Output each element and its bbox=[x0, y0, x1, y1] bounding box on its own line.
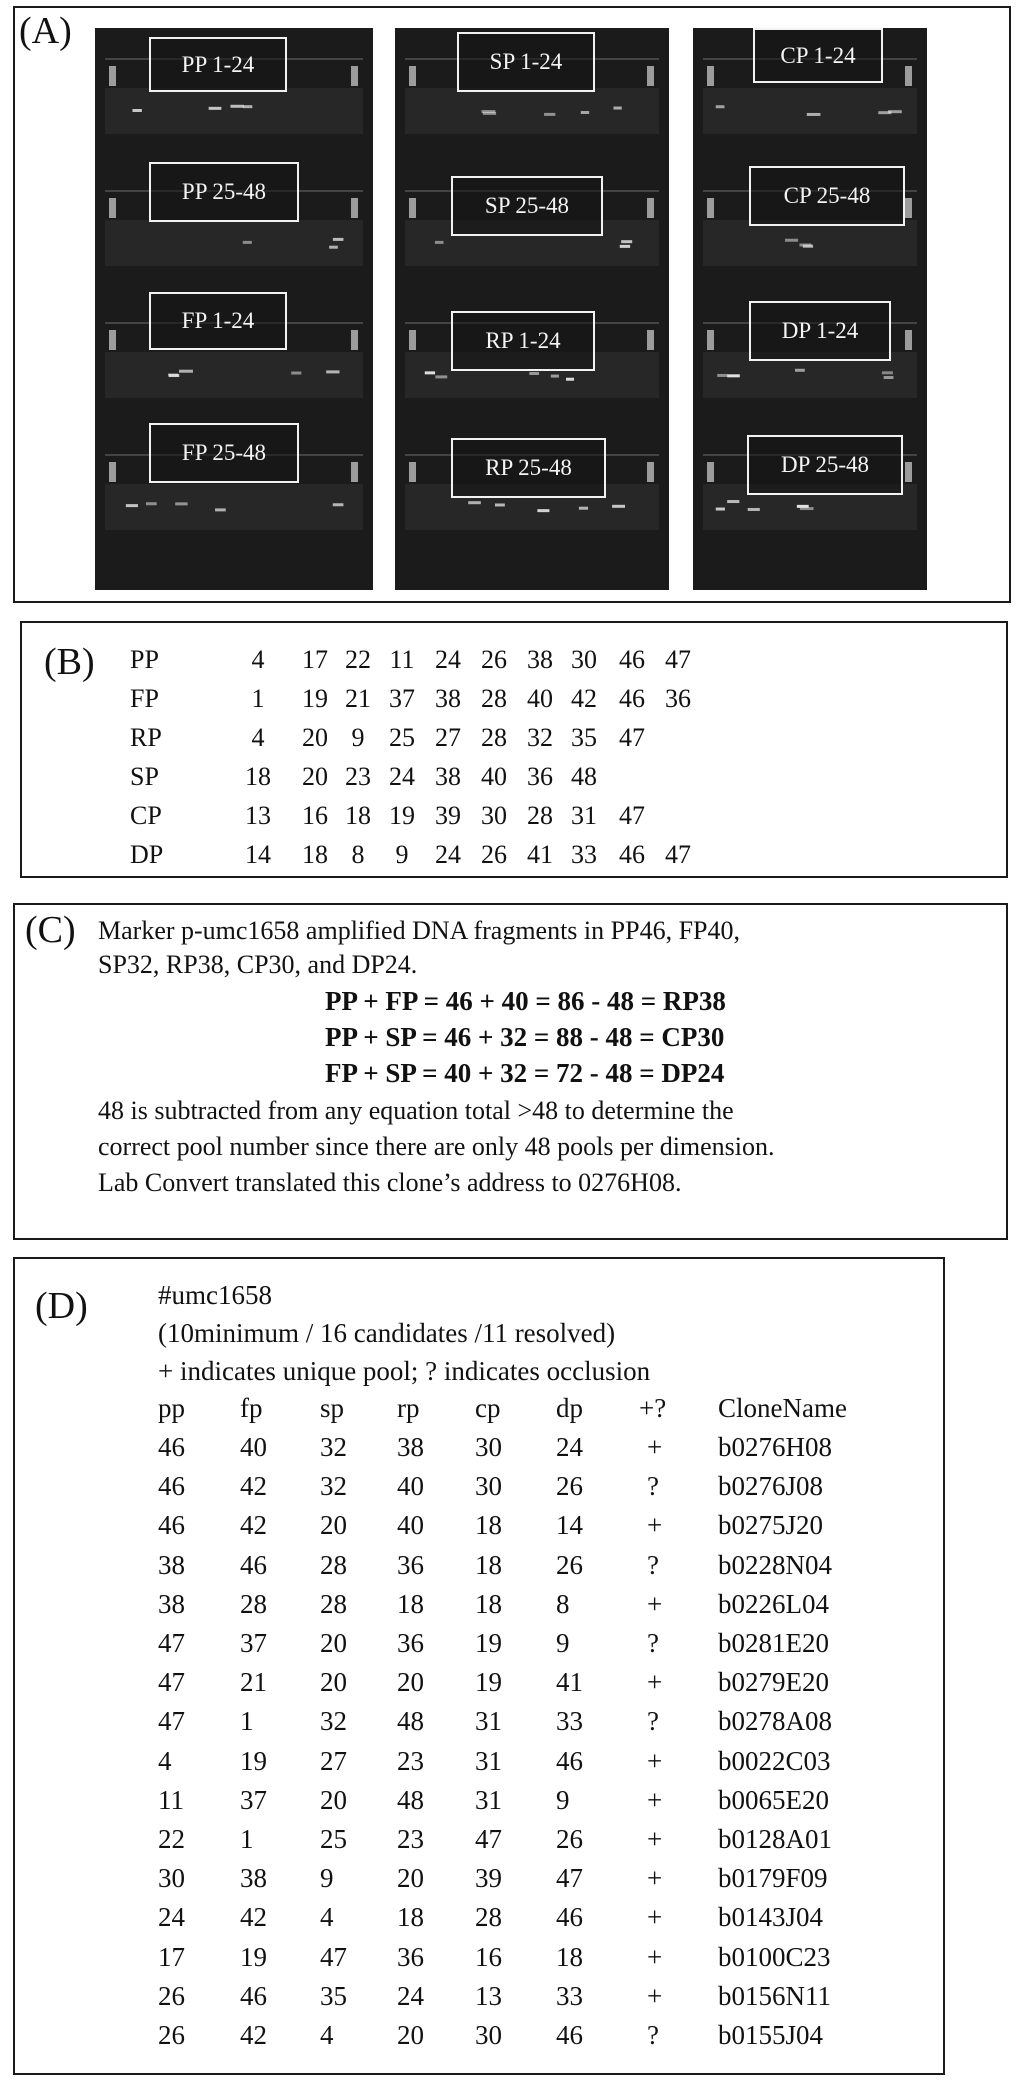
table-cell: + bbox=[647, 1667, 663, 1698]
table-cell: 42 bbox=[240, 1510, 267, 1541]
table-cell: ? bbox=[647, 1706, 659, 1737]
table-cell: 20 bbox=[397, 1667, 424, 1698]
table-cell: 46 bbox=[158, 1432, 185, 1462]
gel-label: FP 1-24 bbox=[149, 292, 287, 350]
pool-value: 32 bbox=[527, 723, 553, 752]
pool-value: 26 bbox=[481, 840, 507, 869]
pool-value: 4 bbox=[251, 645, 265, 674]
gel-label: SP 1-24 bbox=[457, 32, 595, 92]
pool-value: 13 bbox=[245, 801, 271, 830]
note-text: Lab Convert translated this clone’s address to 0276H08. bbox=[98, 1168, 682, 1197]
table-cell: 33 bbox=[556, 1980, 583, 2011]
table-cell: b0155J04 bbox=[718, 2020, 824, 2050]
table-row bbox=[15, 1663, 945, 1702]
gel-image-3 bbox=[693, 28, 927, 590]
table-cell: 30 bbox=[475, 2020, 502, 2050]
table-cell: 20 bbox=[397, 1863, 424, 1894]
pool-value: 19 bbox=[389, 801, 415, 830]
table-cell: 28 bbox=[320, 1588, 347, 1619]
table-cell: ? bbox=[647, 1549, 659, 1580]
table-cell: 26 bbox=[158, 2020, 185, 2050]
panel-b-label: (B) bbox=[44, 641, 95, 683]
table-cell: b0065E20 bbox=[718, 1784, 829, 1815]
table-cell: 4 bbox=[158, 1745, 172, 1776]
pool-value: 26 bbox=[481, 645, 507, 674]
pool-value: 18 bbox=[302, 840, 328, 869]
pool-value: 37 bbox=[389, 684, 415, 713]
table-cell: 41 bbox=[556, 1667, 583, 1698]
table-row bbox=[15, 2016, 945, 2055]
table-cell: + bbox=[647, 1432, 663, 1462]
column-header: rp bbox=[397, 1393, 420, 1423]
table-cell: 24 bbox=[556, 1432, 583, 1462]
column-header: sp bbox=[320, 1393, 345, 1423]
table-cell: 36 bbox=[397, 1941, 424, 1972]
gel-label: PP 1-24 bbox=[149, 37, 287, 92]
table-cell: 48 bbox=[397, 1784, 424, 1815]
table-cell: b0100C23 bbox=[718, 1941, 831, 1972]
panel-a-gel-images bbox=[13, 6, 1011, 603]
table-cell: 46 bbox=[556, 1745, 583, 1776]
table-cell: 30 bbox=[475, 1432, 502, 1462]
table-cell: + bbox=[647, 1745, 663, 1776]
table-cell: b0279E20 bbox=[718, 1667, 829, 1698]
summary-text: (10minimum / 16 candidates /11 resolved) bbox=[158, 1318, 616, 1348]
panel-d-clone-table bbox=[13, 1257, 945, 2075]
table-cell: 13 bbox=[475, 1980, 502, 2011]
pool-value: 24 bbox=[435, 645, 461, 674]
intro-text: SP32, RP38, CP30, and DP24. bbox=[98, 950, 418, 979]
table-cell: 9 bbox=[320, 1863, 334, 1894]
table-cell: 42 bbox=[240, 2020, 267, 2050]
table-cell: 18 bbox=[475, 1510, 502, 1541]
pool-value: 38 bbox=[527, 645, 553, 674]
table-cell: + bbox=[647, 1784, 663, 1815]
table-cell: 31 bbox=[475, 1706, 502, 1737]
pool-value: 30 bbox=[571, 645, 597, 674]
table-cell: 47 bbox=[158, 1706, 185, 1737]
table-cell: 46 bbox=[556, 2020, 583, 2050]
table-cell: b0275J20 bbox=[718, 1510, 824, 1541]
table-cell: b0022C03 bbox=[718, 1745, 831, 1776]
table-cell: 46 bbox=[158, 1510, 185, 1541]
table-cell: 42 bbox=[240, 1471, 267, 1502]
pool-value: 40 bbox=[481, 762, 507, 791]
pool-value: 22 bbox=[345, 645, 371, 674]
table-cell: 18 bbox=[556, 1941, 583, 1972]
table-cell: 40 bbox=[397, 1510, 424, 1541]
gel-image-1 bbox=[95, 28, 373, 590]
table-row bbox=[15, 1820, 945, 1859]
table-cell: 19 bbox=[240, 1941, 267, 1972]
gel-label: CP 1-24 bbox=[753, 28, 883, 83]
table-cell: b0228N04 bbox=[718, 1549, 832, 1580]
marker-name: #umc1658 bbox=[158, 1280, 272, 1310]
pool-value: 38 bbox=[435, 762, 461, 791]
pool-value: 27 bbox=[435, 723, 461, 752]
pool-value: 36 bbox=[665, 684, 691, 713]
panel-b-positive-pools bbox=[20, 621, 1008, 878]
table-cell: 32 bbox=[320, 1432, 347, 1462]
table-cell: 30 bbox=[158, 1863, 185, 1894]
table-cell: 18 bbox=[475, 1588, 502, 1619]
column-header: dp bbox=[556, 1393, 583, 1423]
table-cell: 4 bbox=[320, 1902, 334, 1933]
table-cell: 9 bbox=[556, 1628, 570, 1658]
gel-label: CP 25-48 bbox=[749, 166, 905, 226]
table-cell: b0143J04 bbox=[718, 1902, 824, 1933]
table-cell: 11 bbox=[158, 1784, 184, 1815]
pool-name: RP bbox=[130, 723, 162, 752]
pool-value: 35 bbox=[571, 723, 597, 752]
gel-label: FP 25-48 bbox=[149, 423, 299, 483]
table-cell: b0276H08 bbox=[718, 1432, 832, 1462]
column-header: +? bbox=[639, 1393, 667, 1423]
pool-value: 4 bbox=[251, 723, 265, 752]
table-cell: 40 bbox=[397, 1471, 424, 1502]
table-cell: 39 bbox=[475, 1863, 502, 1894]
pool-value: 33 bbox=[571, 840, 597, 869]
table-cell: 47 bbox=[320, 1941, 347, 1972]
column-header: cp bbox=[475, 1393, 501, 1423]
table-cell: 46 bbox=[240, 1549, 267, 1580]
gel-label: DP 25-48 bbox=[747, 435, 903, 495]
table-cell: 20 bbox=[320, 1510, 347, 1541]
pool-value: 38 bbox=[435, 684, 461, 713]
pool-value: 28 bbox=[481, 684, 507, 713]
table-cell: 46 bbox=[240, 1980, 267, 2011]
pool-name: DP bbox=[130, 840, 164, 869]
table-cell: 21 bbox=[240, 1667, 267, 1698]
table-cell: 19 bbox=[475, 1667, 502, 1698]
column-header: fp bbox=[240, 1393, 263, 1423]
column-header: CloneName bbox=[718, 1393, 847, 1423]
panel-c-label: (C) bbox=[25, 909, 76, 951]
pool-value: 20 bbox=[302, 723, 328, 752]
table-cell: 25 bbox=[320, 1824, 347, 1854]
pool-value: 24 bbox=[389, 762, 415, 791]
pool-name: PP bbox=[130, 645, 159, 674]
table-cell: 18 bbox=[397, 1902, 424, 1933]
pool-value: 46 bbox=[619, 840, 645, 869]
gel-label: RP 25-48 bbox=[451, 438, 606, 498]
table-cell: 18 bbox=[475, 1549, 502, 1580]
table-row bbox=[15, 1781, 945, 1820]
table-cell: 26 bbox=[158, 1980, 185, 2011]
table-cell: 18 bbox=[397, 1588, 424, 1619]
table-cell: 20 bbox=[397, 2020, 424, 2050]
table-row bbox=[15, 1898, 945, 1937]
pool-value: 9 bbox=[395, 840, 409, 869]
legend-text: + indicates unique pool; ? indicates occlusion bbox=[158, 1356, 651, 1386]
table-row bbox=[15, 1546, 945, 1585]
pool-value: 8 bbox=[351, 840, 365, 869]
pool-value: 40 bbox=[527, 684, 553, 713]
panel-d-label: (D) bbox=[35, 1285, 88, 1327]
pool-value: 25 bbox=[389, 723, 415, 752]
pool-value: 46 bbox=[619, 684, 645, 713]
table-cell: 24 bbox=[158, 1902, 185, 1933]
table-cell: 32 bbox=[320, 1706, 347, 1737]
table-cell: 9 bbox=[556, 1784, 570, 1815]
pool-value: 19 bbox=[302, 684, 328, 713]
table-cell: + bbox=[647, 1941, 663, 1972]
equation: PP + SP = 46 + 32 = 88 - 48 = CP30 bbox=[325, 1022, 725, 1052]
table-row bbox=[15, 1428, 945, 1467]
table-cell: b0179F09 bbox=[718, 1863, 828, 1894]
panel-a-label: (A) bbox=[19, 10, 72, 52]
table-cell: 4 bbox=[320, 2020, 334, 2050]
table-cell: 26 bbox=[556, 1824, 583, 1854]
table-cell: 23 bbox=[397, 1745, 424, 1776]
table-cell: 37 bbox=[240, 1784, 267, 1815]
pool-value: 28 bbox=[481, 723, 507, 752]
table-cell: 40 bbox=[240, 1432, 267, 1462]
table-cell: 20 bbox=[320, 1667, 347, 1698]
pool-value: 30 bbox=[481, 801, 507, 830]
table-cell: 26 bbox=[556, 1549, 583, 1580]
table-cell: 16 bbox=[475, 1941, 502, 1972]
intro-text: Marker p-umc1658 amplified DNA fragments in PP46, FP40, bbox=[98, 916, 740, 945]
table-cell: 48 bbox=[397, 1706, 424, 1737]
table-cell: ? bbox=[647, 1628, 659, 1658]
table-cell: 46 bbox=[158, 1471, 185, 1502]
table-cell: 20 bbox=[320, 1784, 347, 1815]
table-cell: 20 bbox=[320, 1628, 347, 1658]
table-cell: 22 bbox=[158, 1824, 185, 1854]
table-cell: 36 bbox=[397, 1628, 424, 1658]
table-cell: 38 bbox=[158, 1588, 185, 1619]
table-cell: 38 bbox=[158, 1549, 185, 1580]
table-cell: 8 bbox=[556, 1588, 570, 1619]
table-cell: + bbox=[647, 1902, 663, 1933]
table-cell: 47 bbox=[158, 1628, 185, 1658]
table-cell: 36 bbox=[397, 1549, 424, 1580]
table-cell: + bbox=[647, 1863, 663, 1894]
table-cell: 37 bbox=[240, 1628, 267, 1658]
table-cell: 30 bbox=[475, 1471, 502, 1502]
table-cell: 27 bbox=[320, 1745, 347, 1776]
table-cell: 23 bbox=[397, 1824, 424, 1854]
pool-value: 18 bbox=[245, 762, 271, 791]
table-header bbox=[15, 1389, 945, 1428]
table-cell: + bbox=[647, 1824, 663, 1854]
table-row bbox=[15, 1938, 945, 1977]
table-cell: 31 bbox=[475, 1745, 502, 1776]
pool-value: 41 bbox=[527, 840, 553, 869]
gel-bands-2 bbox=[395, 28, 669, 590]
pool-value: 48 bbox=[571, 762, 597, 791]
note-text: 48 is subtracted from any equation total >48 to determine the bbox=[98, 1096, 734, 1125]
pool-value: 47 bbox=[665, 840, 691, 869]
table-cell: 28 bbox=[240, 1588, 267, 1619]
table-row bbox=[15, 1859, 945, 1898]
pool-value: 14 bbox=[245, 840, 271, 869]
pool-name: SP bbox=[130, 762, 159, 791]
pool-value: 21 bbox=[345, 684, 371, 713]
pool-value: 47 bbox=[619, 723, 645, 752]
table-cell: b0128A01 bbox=[718, 1824, 832, 1854]
table-cell: 19 bbox=[240, 1745, 267, 1776]
table-cell: 38 bbox=[397, 1432, 424, 1462]
pool-value: 42 bbox=[571, 684, 597, 713]
table-cell: + bbox=[647, 1980, 663, 2011]
table-cell: 28 bbox=[320, 1549, 347, 1580]
equation: FP + SP = 40 + 32 = 72 - 48 = DP24 bbox=[325, 1058, 725, 1088]
pool-name: FP bbox=[130, 684, 159, 713]
table-cell: b0278A08 bbox=[718, 1706, 832, 1737]
table-cell: b0226L04 bbox=[718, 1588, 829, 1619]
table-row bbox=[15, 1506, 945, 1545]
table-cell: 46 bbox=[556, 1902, 583, 1933]
gel-image-2 bbox=[395, 28, 669, 590]
pool-value: 36 bbox=[527, 762, 553, 791]
pool-value: 24 bbox=[435, 840, 461, 869]
table-cell: 19 bbox=[475, 1628, 502, 1658]
table-cell: 35 bbox=[320, 1980, 347, 2011]
pool-value: 39 bbox=[435, 801, 461, 830]
column-header: pp bbox=[158, 1393, 185, 1423]
table-cell: ? bbox=[647, 2020, 659, 2050]
pool-value: 9 bbox=[351, 723, 365, 752]
table-cell: 31 bbox=[475, 1784, 502, 1815]
pool-name: CP bbox=[130, 801, 162, 830]
table-cell: b0281E20 bbox=[718, 1628, 829, 1658]
pool-value: 23 bbox=[345, 762, 371, 791]
pool-value: 46 bbox=[619, 645, 645, 674]
table-row bbox=[15, 1467, 945, 1506]
pool-value: 11 bbox=[389, 645, 415, 674]
table-row bbox=[15, 1585, 945, 1624]
table-row bbox=[15, 1742, 945, 1781]
table-cell: 47 bbox=[556, 1863, 583, 1894]
table-row bbox=[15, 1977, 945, 2016]
table-cell: 1 bbox=[240, 1706, 254, 1737]
table-cell: b0156N11 bbox=[718, 1980, 831, 2011]
table-cell: ? bbox=[647, 1471, 659, 1502]
gel-label: PP 25-48 bbox=[149, 162, 299, 222]
pool-value: 20 bbox=[302, 762, 328, 791]
table-cell: 42 bbox=[240, 1902, 267, 1933]
note-text: correct pool number since there are only 48 pools per dimension. bbox=[98, 1132, 775, 1161]
table-cell: 14 bbox=[556, 1510, 583, 1541]
table-cell: 32 bbox=[320, 1471, 347, 1502]
pool-value: 16 bbox=[302, 801, 328, 830]
table-cell: 33 bbox=[556, 1706, 583, 1737]
gel-label: DP 1-24 bbox=[749, 301, 891, 361]
table-cell: 17 bbox=[158, 1941, 185, 1972]
table-cell: 1 bbox=[240, 1824, 254, 1854]
pool-value: 31 bbox=[571, 801, 597, 830]
table-cell: 28 bbox=[475, 1902, 502, 1933]
pool-value: 28 bbox=[527, 801, 553, 830]
pool-value: 47 bbox=[665, 645, 691, 674]
equation: PP + FP = 46 + 40 = 86 - 48 = RP38 bbox=[325, 986, 726, 1016]
gel-label: SP 25-48 bbox=[451, 176, 603, 236]
table-row bbox=[15, 1624, 945, 1663]
table-cell: 47 bbox=[158, 1667, 185, 1698]
pool-value: 1 bbox=[251, 684, 265, 713]
table-cell: + bbox=[647, 1588, 663, 1619]
table-cell: + bbox=[647, 1510, 663, 1541]
table-cell: 24 bbox=[397, 1980, 424, 2011]
table-cell: 26 bbox=[556, 1471, 583, 1502]
gel-label: RP 1-24 bbox=[451, 311, 595, 371]
table-cell: 38 bbox=[240, 1863, 267, 1894]
pool-value: 18 bbox=[345, 801, 371, 830]
table-cell: 47 bbox=[475, 1824, 502, 1854]
table-cell: b0276J08 bbox=[718, 1471, 824, 1502]
pool-value: 47 bbox=[619, 801, 645, 830]
pool-value: 17 bbox=[302, 645, 328, 674]
table-row bbox=[15, 1702, 945, 1741]
panel-c-explanation bbox=[13, 903, 1008, 1240]
